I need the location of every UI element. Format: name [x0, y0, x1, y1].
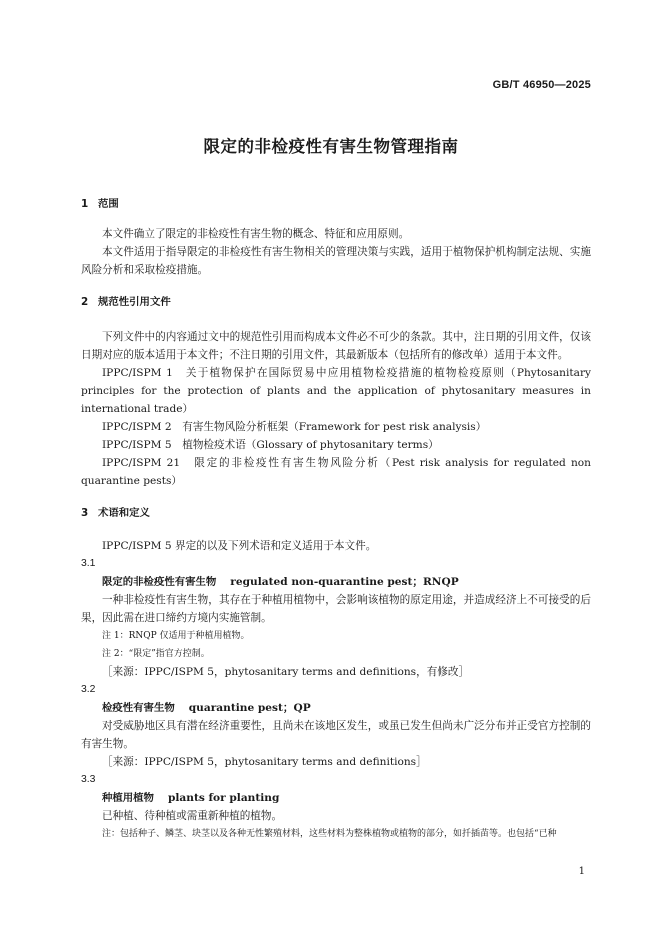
- term-number: 3.3: [81, 774, 96, 785]
- section-number: 1: [81, 198, 89, 210]
- reference-item: IPPC/ISPM 1 关于植物保护在国际贸易中应用植物检疫措施的植物检疫原则（Phytosanitary principles for the protection of plants and the application of phytosanitary measures in international trade）: [81, 367, 591, 415]
- term-zh: 种植用植物: [102, 792, 154, 804]
- term-definition: 对受威胁地区具有潜在经济重要性，且尚未在该地区发生，或虽已发生但尚未广泛分布并正受官方控制的有害生物。: [81, 720, 591, 750]
- page-number: 1: [578, 866, 585, 877]
- term-definition: 一种非检疫性有害生物，其存在于种植用植物中，会影响该植物的原定用途，并造成经济上不可接受的后果，因此需在进口缔约方境内实施管制。: [81, 594, 591, 624]
- reference-item: IPPC/ISPM 2 有害生物风险分析框架（Framework for pest risk analysis）: [102, 421, 487, 433]
- term-number: 3.1: [81, 558, 96, 569]
- reference-item: IPPC/ISPM 21 限定的非检疫性有害生物风险分析（Pest risk analysis for regulated non quarantine pests）: [81, 457, 591, 487]
- term-source: ［来源：IPPC/ISPM 5，phytosanitary terms and definitions］: [102, 756, 427, 768]
- term-note: 注：包括种子、鳞茎、块茎以及各种无性繁殖材料，这些材料为整株植物或植物的部分，如扦插苗等。也包括“已种: [102, 829, 557, 839]
- term-heading: [81, 699, 591, 717]
- section-title: 规范性引用文件: [98, 296, 171, 308]
- term-zh: 检疫性有害生物: [102, 702, 175, 714]
- term-heading: [81, 789, 591, 807]
- section-title: 范围: [98, 198, 119, 210]
- term-en: quarantine pest；QP: [188, 702, 311, 714]
- standard-number: GB/T 46950—2025: [492, 79, 591, 91]
- term-en: plants for planting: [167, 792, 280, 804]
- paragraph: 下列文件中的内容通过文中的规范性引用而构成本文件必不可少的条款。其中，注日期的引用文件，仅该日期对应的版本适用于本文件；不注日期的引用文件，其最新版本（包括所有的修改单）适用于本文件。: [81, 331, 591, 361]
- term-number: 3.2: [81, 684, 96, 695]
- term-note: 注 2：“限定”指官方控制。: [102, 649, 210, 659]
- document-body: [81, 195, 591, 843]
- section-1-heading: [81, 195, 591, 213]
- paragraph: IPPC/ISPM 5 界定的以及下列术语和定义适用于本文件。: [102, 540, 377, 552]
- paragraph: 本文件确立了限定的非检疫性有害生物的概念、特征和应用原则。: [102, 228, 410, 240]
- section-title: 术语和定义: [98, 507, 150, 519]
- term-zh: 限定的非检疫性有害生物: [102, 576, 217, 588]
- section-2-heading: [81, 293, 591, 311]
- term-en: regulated non-quarantine pest；RNQP: [230, 576, 459, 588]
- reference-item: IPPC/ISPM 5 植物检疫术语（Glossary of phytosanitary terms）: [102, 439, 439, 451]
- document-title: 限定的非检疫性有害生物管理指南: [203, 137, 459, 156]
- term-definition: 已种植、待种植或需重新种植的植物。: [102, 810, 283, 822]
- section-number: 2: [81, 296, 89, 308]
- section-number: 3: [81, 507, 89, 519]
- term-source: ［来源：IPPC/ISPM 5，phytosanitary terms and definitions，有修改］: [102, 666, 470, 678]
- term-heading: [81, 573, 591, 591]
- paragraph: 本文件适用于指导限定的非检疫性有害生物相关的管理决策与实践，适用于植物保护机构制定法规、实施风险分析和采取检疫措施。: [81, 246, 591, 276]
- term-note: 注 1：RNQP 仅适用于种植用植物。: [102, 631, 250, 641]
- section-3-heading: [81, 504, 591, 522]
